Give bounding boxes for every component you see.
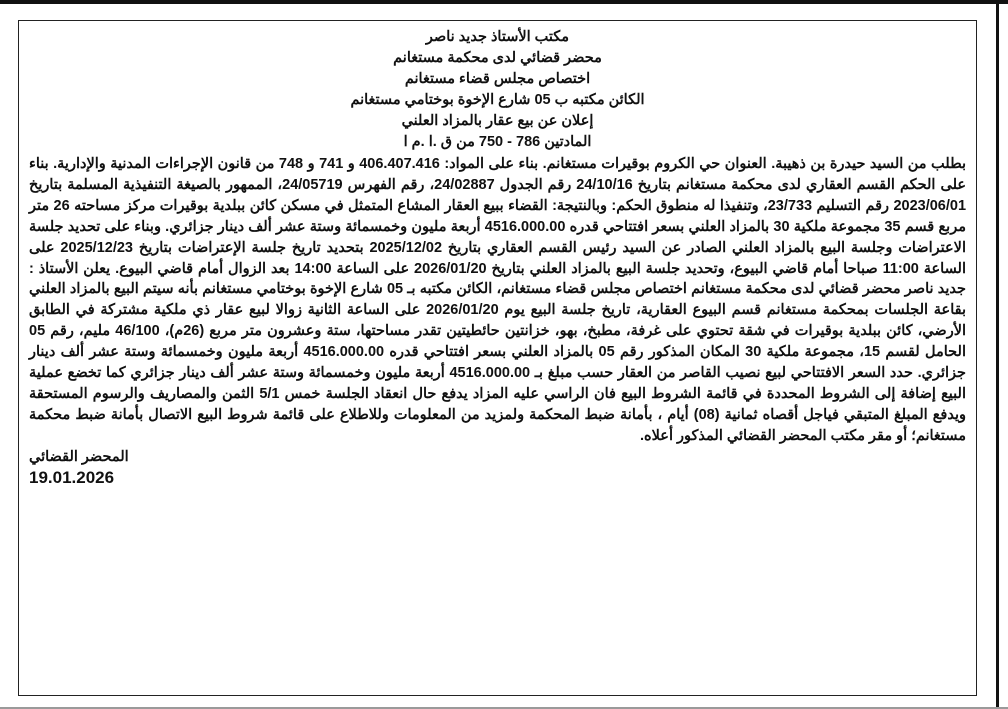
notice-date: 19.01.2026 [29, 467, 115, 487]
announcement-title: إعلان عن بيع عقار بالمزاد العلني [401, 113, 594, 129]
jurisdiction-line: اختصاص مجلس قضاء مستغانم [404, 71, 591, 87]
signature-title: المحضر القضائي [29, 448, 129, 465]
office-address: الكائن مكتبه ب 05 شارع الإخوة بوختامي مستغانم [350, 92, 645, 108]
top-border-rule [0, 0, 1008, 4]
notice-header [29, 27, 966, 153]
column-divider [996, 0, 999, 709]
bailiff-title: محضر قضائي لدى محكمة مستغانم [393, 50, 602, 66]
legal-notice-box [18, 20, 977, 696]
notice-body: بطلب من السيد حيدرة بن ذهيبة. العنوان حي الكروم بوقيرات مستغانم. بناء على المواد: 406.407.416 و 741 و 748 من قانون الإجراءات المدنية والإدارية. بناء على الحكم القسم العقاري لدى محكمة مستغانم بتاريخ 24/10/16 رقم الجدول 24/02887، رقم الفهرس 24/05719، الممهور بالصيغة التنفيذية المسلمة بتاريخ 2023/06/01 رقم التسليم 23/733، وتنفيذا له منطوق الحكم: وبالنتيجة: القضاء ببيع العقار المشاع المتمثل في مسكن كائن ببلدية بوقيرات مركز مساحته 26 متر مربع قسم 35 مجموعة ملكية 30 بالمزاد العلني بسعر افتتاحي قدره 4516.000.00 أربعة مليون وخمسمائة وستة عشر ألف دينار جزائري. وبناء على تحديد جلسة الاعتراضات وجلسة البيع بالمزاد العلني الصادر عن السيد رئيس القسم العقاري بتاريخ 2025/12/02 بتحديد تاريخ جلسة الإعتراضات بتاريخ 2025/12/23 على الساعة 11:00 صباحا أمام قاضي البيوع، وتحديد جلسة البيع بالمزاد العلني بتاريخ 2026/01/20 على الساعة 14:00 بعد الزوال أمام قاضي البيوع. يعلن الأستاذ : جديد ناصر محضر قضائي لدى محكمة مستغانم اختصاص مجلس قضاء مستغانم، الكائن مكتبه بـ 05 شارع الإخوة بوختامي مستغانم بأنه سيتم البيع بالمزاد العلني بقاعة الجلسات بمحكمة مستغانم قسم البيوع العقارية، تاريخ جلسة البيع يوم 2026/01/20 على الساعة الثانية زوالا لبيع عقار ذي ملكية مشتركة في الطابق الأرضي، كائن ببلدية بوقيرات في شقة تحتوي على غرفة، مطبخ، بهو، خزانتين حائطيتين تقدر مساحتها، ستة وعشرون متر مربع (26م)، 46/100 مليم، رقم 05 الحامل لقسم 15، مجموعة ملكية 30 المكان المذكور رقم 05 بالمزاد العلني بسعر افتتاحي قدره 4516.000.00 أربعة مليون وخمسمائة وستة عشر ألف دينار جزائري. حدد السعر الافتتاحي لبيع نصيب القاصر من العقار حسب مبلغ بـ 4516.000.00 أربعة مليون وخمسمائة وستة عشر ألف دينار جزائري كما تخضع عملية البيع إضافة إلى الشروط المحددة في قائمة الشروط البيع فان الراسي عليه المزاد يدفع حال انعقاد الجلسة خمس 5/1 الثمن والمصاريف والرسوم المستحقة ويدفع المبلغ المتبقي فياجل أقصاه ثمانية (08) أيام ، بأمانة ضبط المحكمة ولمزيد من المعلومات وللاطلاع على قائمة شروط البيع الاتصال بأمانة ضبط محكمة مستغانم؛ أو مقر مكتب المحضر القضائي المذكور أعلاه. [29, 156, 967, 444]
legal-articles: المادتين 786 - 750 من ق .ا .م ا [403, 134, 592, 150]
office-name: مكتب الأستاذ جديد ناصر [425, 29, 570, 45]
